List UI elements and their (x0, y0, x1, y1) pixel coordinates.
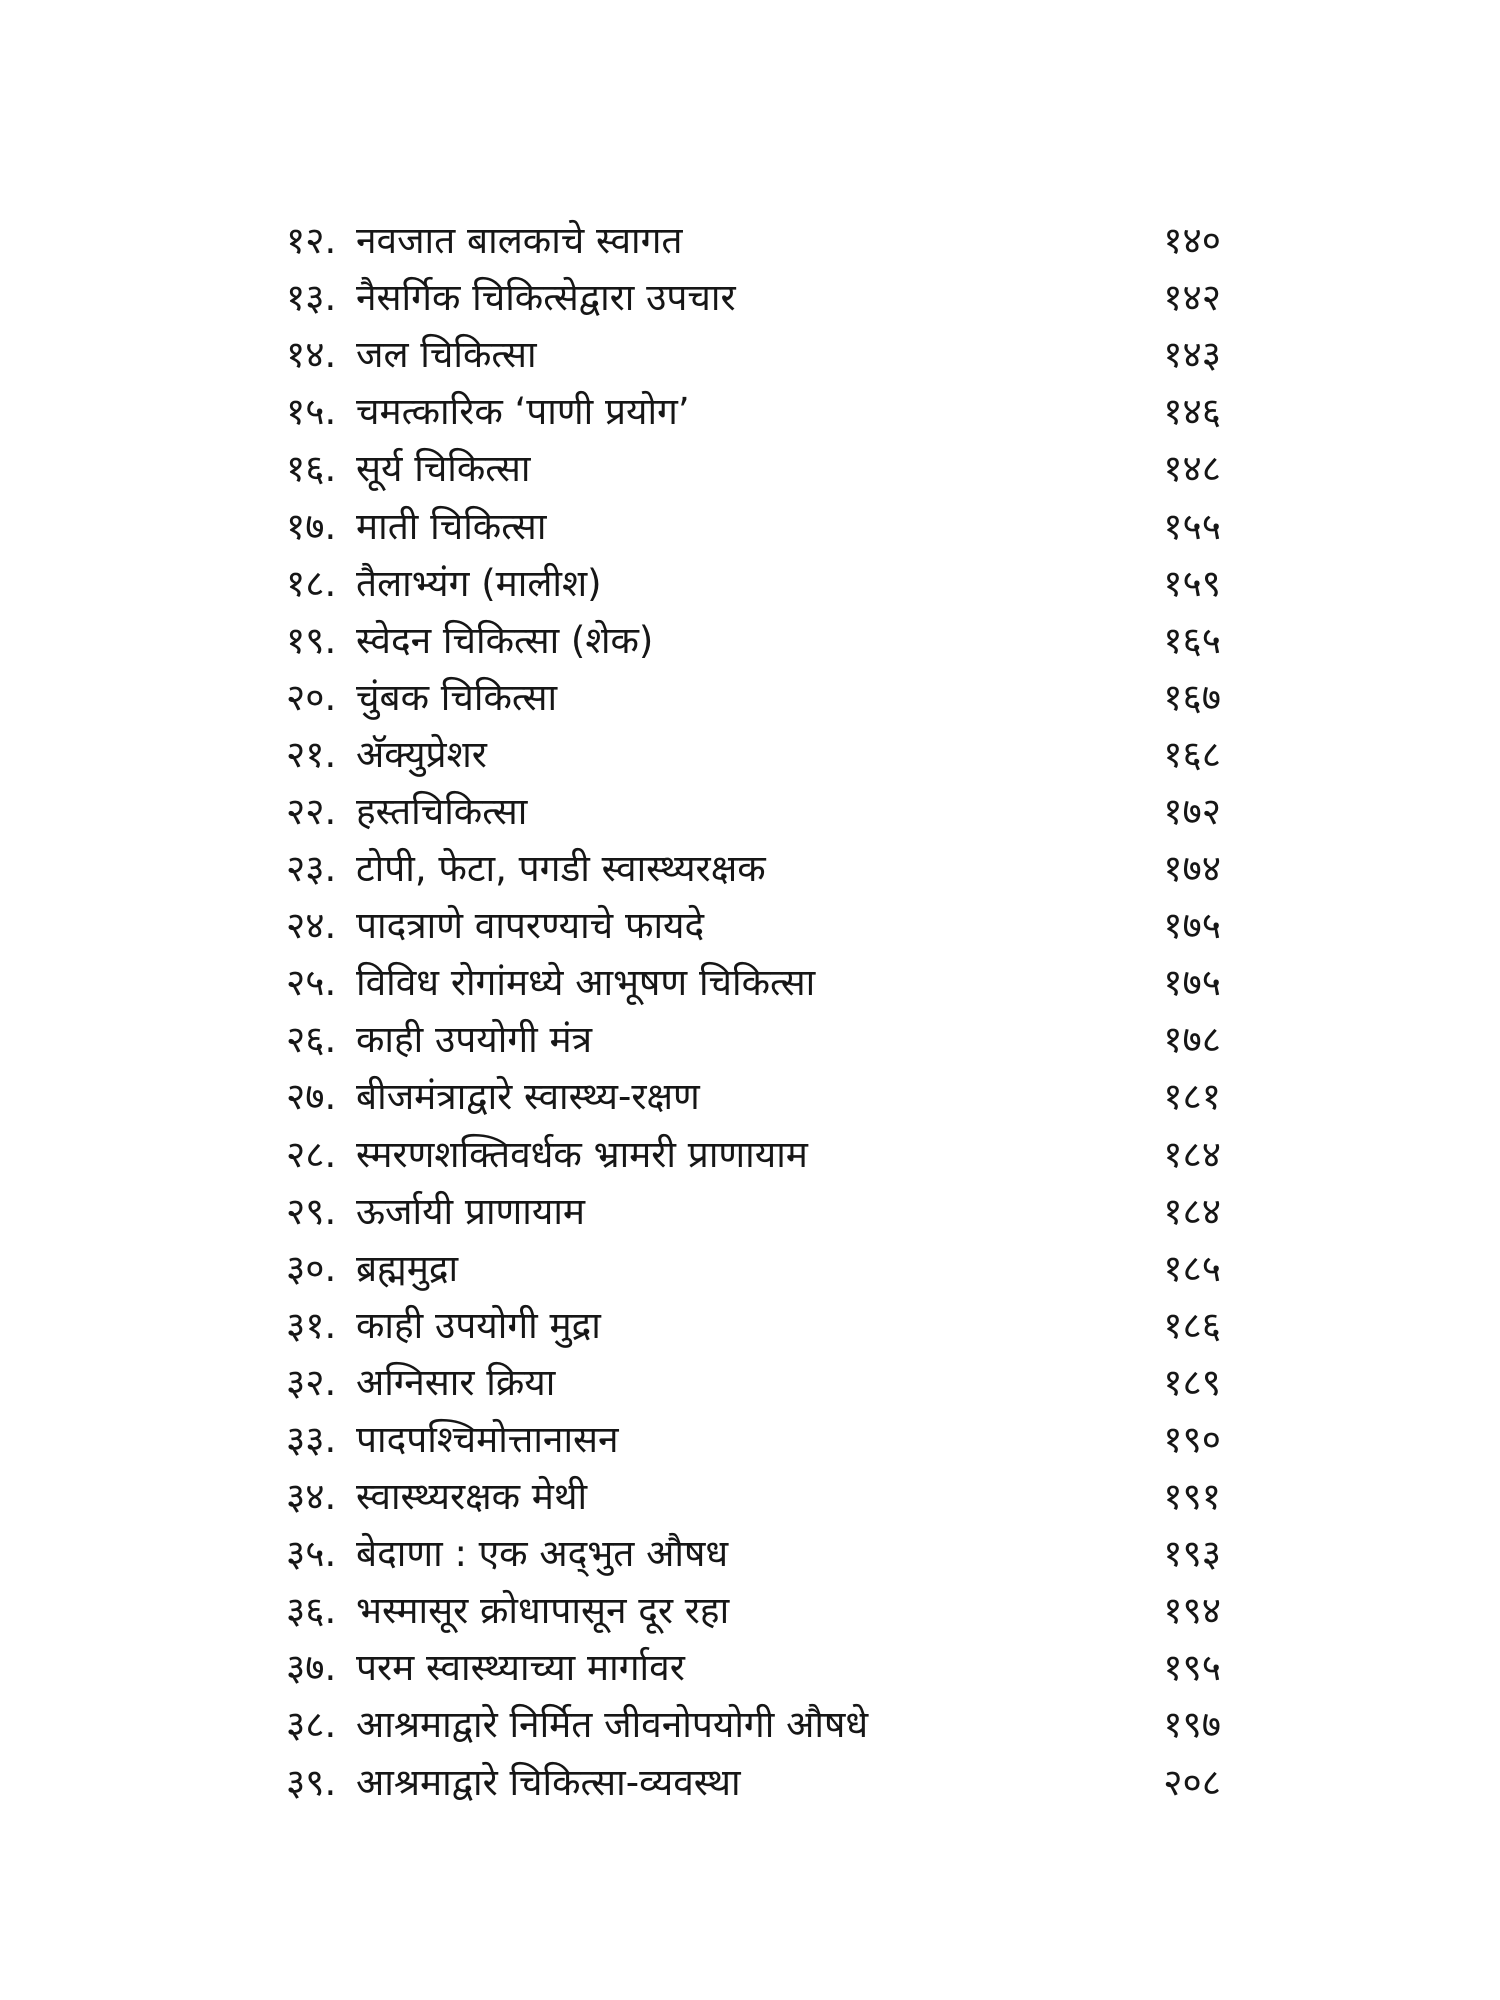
chapter-title: चुंबक चिकित्सा (356, 675, 558, 719)
chapter-number: ३०. (286, 1246, 337, 1290)
chapter-title: पादत्राणे वापरण्याचे फायदे (356, 904, 705, 948)
toc-entry (286, 840, 766, 897)
page-number: १६५ (1163, 618, 1221, 662)
chapter-number: १४. (286, 333, 337, 377)
chapter-title: नैसर्गिक चिकित्सेद्वारा उपचार (356, 276, 736, 320)
toc-entry (286, 326, 537, 383)
page-number: १७४ (1163, 847, 1221, 891)
chapter-number: ३५. (286, 1532, 337, 1576)
page-number: १९० (1163, 1418, 1221, 1462)
chapter-number: ३९. (286, 1760, 337, 1804)
chapter-title: ब्रह्ममुद्रा (356, 1246, 459, 1290)
chapter-number: २२. (286, 789, 337, 833)
page-number: १५५ (1163, 504, 1221, 548)
page-number: १८६ (1163, 1303, 1221, 1347)
toc-entry (286, 1240, 458, 1297)
toc-row (286, 669, 1221, 726)
page-number: १९४ (1163, 1589, 1221, 1633)
chapter-title: अग्निसार क्रिया (356, 1360, 556, 1404)
page-number: १८४ (1163, 1189, 1221, 1233)
chapter-title: परम स्वास्थ्याच्या मार्गावर (356, 1646, 685, 1690)
chapter-title: बेदाणा : एक अद्‌भुत औषध (356, 1532, 729, 1576)
toc-entry (286, 726, 487, 783)
toc-row (286, 897, 1221, 954)
toc-row (286, 212, 1221, 269)
chapter-title: काही उपयोगी मुद्रा (356, 1303, 601, 1347)
chapter-number: २०. (286, 675, 337, 719)
chapter-title: अ‍ॅक्युप्रेशर (356, 732, 487, 776)
chapter-title: आश्रमाद्वारे चिकित्सा-व्यवस्था (356, 1760, 741, 1804)
page-number: १४८ (1163, 447, 1221, 491)
toc-row (286, 1411, 1221, 1468)
chapter-number: २३. (286, 847, 337, 891)
page-number: १९५ (1163, 1646, 1221, 1690)
toc-row (286, 612, 1221, 669)
page-number: १४० (1163, 219, 1221, 263)
chapter-number: २४. (286, 904, 337, 948)
chapter-title: काही उपयोगी मंत्र (356, 1018, 593, 1062)
toc-row (286, 954, 1221, 1011)
toc-entry (286, 555, 602, 612)
chapter-title: जल चिकित्सा (356, 333, 537, 377)
chapter-number: २७. (286, 1075, 337, 1119)
chapter-number: ३४. (286, 1475, 337, 1519)
toc-entry (286, 1411, 619, 1468)
toc-row (286, 783, 1221, 840)
toc-entry (286, 612, 653, 669)
toc-entry (286, 269, 736, 326)
chapter-title: चमत्कारिक ‘पाणी प्रयोग’ (356, 390, 690, 434)
page-number: १८१ (1163, 1075, 1221, 1119)
toc-row (286, 383, 1221, 440)
chapter-title: स्मरणशक्तिवर्धक भ्रामरी प्राणायाम (356, 1132, 808, 1176)
toc-entry (286, 212, 683, 269)
toc-row (286, 1011, 1221, 1068)
chapter-title: विविध रोगांमध्ये आभूषण चिकित्सा (356, 961, 816, 1005)
chapter-title: सूर्य चिकित्सा (356, 447, 531, 491)
toc-entry (286, 669, 557, 726)
page-number: १७५ (1163, 961, 1221, 1005)
chapter-number: २५. (286, 961, 337, 1005)
chapter-number: १७. (286, 504, 337, 548)
toc-row (286, 326, 1221, 383)
toc-row (286, 1525, 1221, 1582)
page-number: १९७ (1163, 1703, 1221, 1747)
chapter-title: पादपश्चिमोत्तानासन (356, 1418, 619, 1462)
chapter-number: २९. (286, 1189, 337, 1233)
chapter-number: ३७. (286, 1646, 337, 1690)
toc-entry (286, 1126, 808, 1183)
chapter-title: माती चिकित्सा (356, 504, 547, 548)
page-number: १८५ (1163, 1246, 1221, 1290)
chapter-number: २८. (286, 1132, 337, 1176)
toc-row (286, 1468, 1221, 1525)
toc-entry (286, 897, 704, 954)
toc-row (286, 1240, 1221, 1297)
toc-entry (286, 783, 527, 840)
toc-row (286, 1354, 1221, 1411)
toc-entry (286, 1468, 587, 1525)
toc-entry (286, 1754, 741, 1811)
chapter-number: ३३. (286, 1418, 337, 1462)
chapter-title: भस्मासूर क्रोधापासून दूर रहा (356, 1589, 730, 1633)
toc-row (286, 1639, 1221, 1696)
chapter-title: स्वेदन चिकित्सा (शेक) (356, 618, 654, 662)
chapter-number: ३१. (286, 1303, 337, 1347)
toc-entry (286, 440, 531, 497)
chapter-number: १८. (286, 561, 337, 605)
chapter-title: स्वास्थ्यरक्षक मेथी (356, 1475, 588, 1519)
chapter-title: तैलाभ्यंग (मालीश) (356, 561, 602, 605)
toc-entry (286, 954, 815, 1011)
toc-row (286, 440, 1221, 497)
chapter-title: आश्रमाद्वारे निर्मित जीवनोपयोगी औषधे (356, 1703, 869, 1747)
chapter-title: बीजमंत्राद्वारे स्वास्थ्य-रक्षण (356, 1075, 700, 1119)
chapter-title: नवजात बालकाचे स्वागत (356, 219, 683, 263)
page-number: १६८ (1163, 732, 1221, 776)
toc-row (286, 1068, 1221, 1125)
chapter-number: १६. (286, 447, 337, 491)
toc-row (286, 269, 1221, 326)
table-of-contents (286, 212, 1221, 1811)
toc-row (286, 1126, 1221, 1183)
chapter-number: ३२. (286, 1360, 337, 1404)
toc-entry (286, 1183, 585, 1240)
page-number: १६७ (1163, 675, 1221, 719)
toc-entry (286, 498, 546, 555)
page-number: १९३ (1163, 1532, 1221, 1576)
chapter-number: २६. (286, 1018, 337, 1062)
toc-entry (286, 1639, 685, 1696)
page-number: १८४ (1163, 1132, 1221, 1176)
toc-row (286, 1297, 1221, 1354)
toc-row (286, 1696, 1221, 1753)
toc-row (286, 497, 1221, 554)
toc-row (286, 1183, 1221, 1240)
chapter-number: ३६. (286, 1589, 337, 1633)
page-number: १९१ (1163, 1475, 1221, 1519)
toc-entry (286, 1297, 601, 1354)
page-number: १४२ (1163, 276, 1221, 320)
toc-row (286, 1582, 1221, 1639)
chapter-title: हस्तचिकित्सा (356, 789, 528, 833)
toc-entry (286, 1696, 868, 1753)
page-number: १४६ (1163, 390, 1221, 434)
page-number: १४३ (1163, 333, 1221, 377)
page-number: १७५ (1163, 904, 1221, 948)
chapter-number: १९. (286, 618, 337, 662)
page-number: २०८ (1163, 1760, 1221, 1804)
chapter-number: २१. (286, 732, 337, 776)
toc-entry (286, 1354, 555, 1411)
toc-row (286, 726, 1221, 783)
chapter-number: ३८. (286, 1703, 337, 1747)
toc-entry (286, 1068, 700, 1125)
chapter-title: ऊर्जायी प्राणायाम (356, 1189, 586, 1233)
toc-row (286, 555, 1221, 612)
chapter-title: टोपी, फेटा, पगडी स्वास्थ्यरक्षक (356, 847, 766, 891)
chapter-number: १२. (286, 219, 337, 263)
toc-entry (286, 383, 690, 440)
chapter-number: १३. (286, 276, 337, 320)
toc-row (286, 840, 1221, 897)
toc-entry (286, 1582, 729, 1639)
page-number: १८९ (1163, 1360, 1221, 1404)
page-number: १७८ (1163, 1018, 1221, 1062)
chapter-number: १५. (286, 390, 337, 434)
page-number: १७२ (1163, 789, 1221, 833)
toc-entry (286, 1525, 728, 1582)
page-number: १५९ (1163, 561, 1221, 605)
toc-entry (286, 1011, 592, 1068)
toc-row (286, 1754, 1221, 1811)
